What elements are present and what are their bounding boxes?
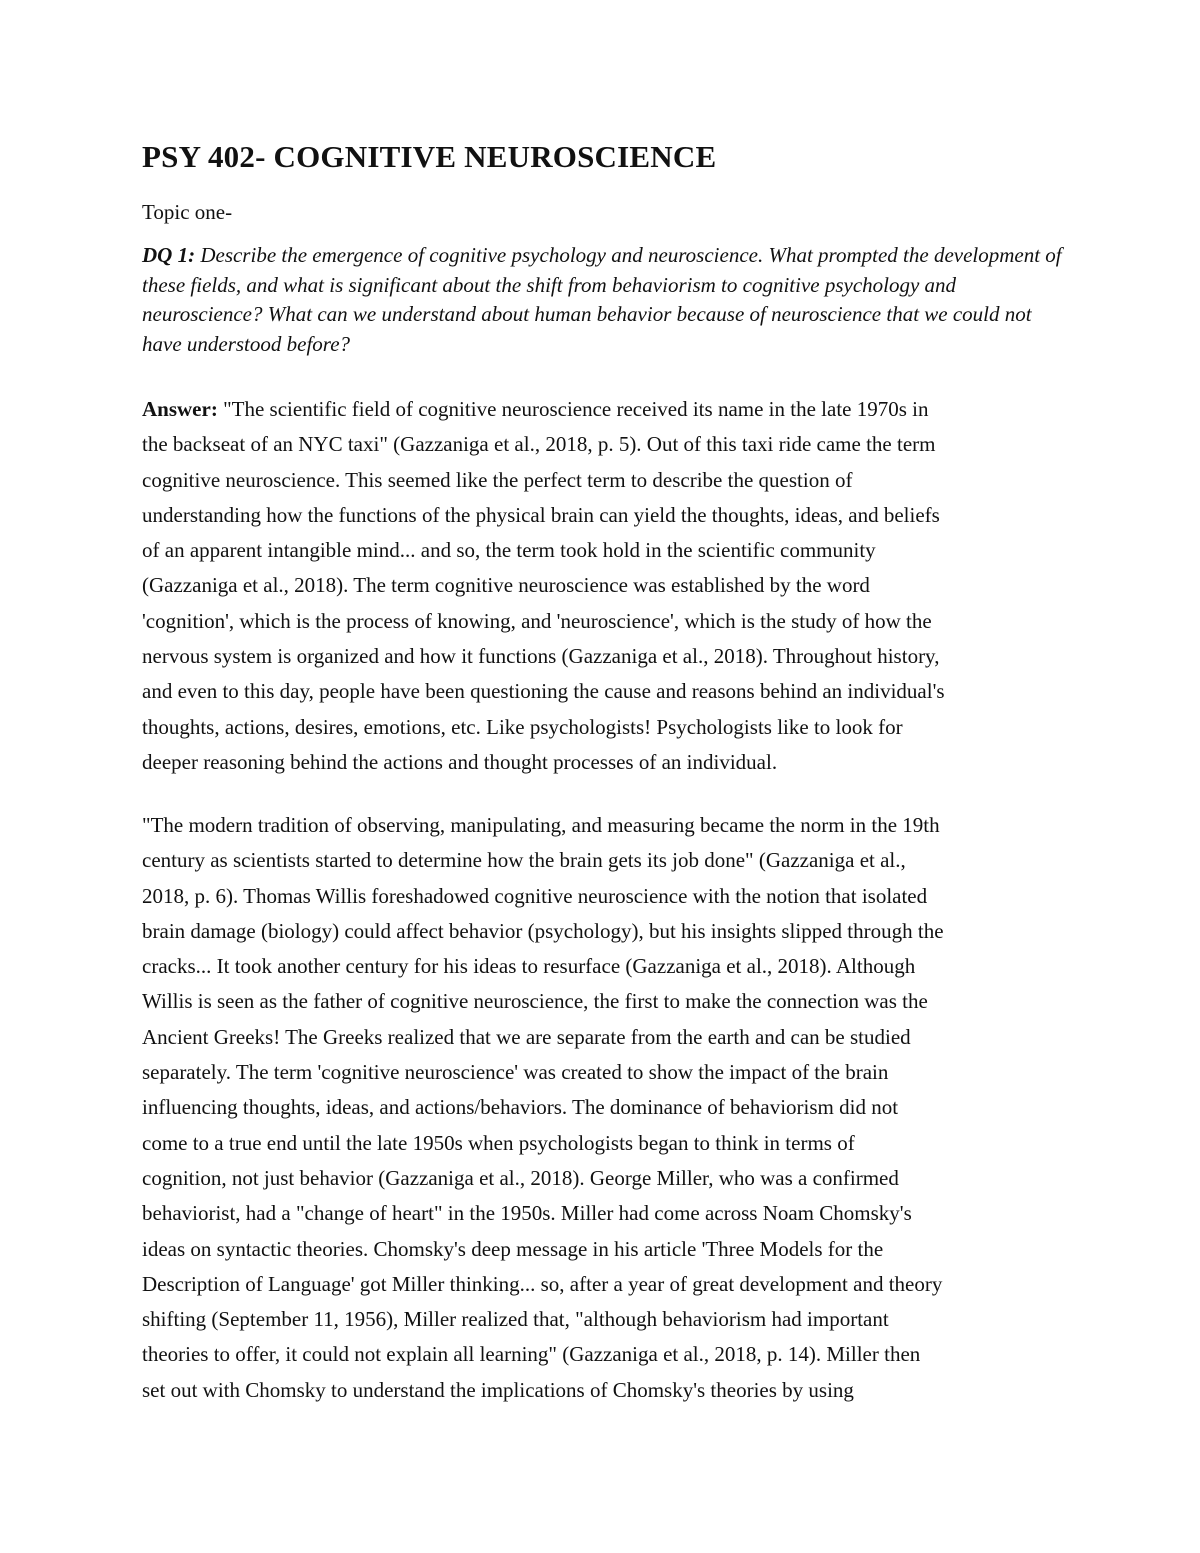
body-line: brain damage (biology) could affect behavior (psychology), but his insights slipped through the <box>142 918 944 943</box>
answer-line: nervous system is organized and how it functions (Gazzaniga et al., 2018). Throughout history, <box>142 644 940 669</box>
body-line: behaviorist, had a "change of heart" in the 1950s. Miller had come across Noam Chomsky's <box>142 1201 912 1226</box>
answer-line: and even to this day, people have been questioning the cause and reasons behind an individual's <box>142 679 945 704</box>
answer-line: cognitive neuroscience. This seemed like the perfect term to describe the question of <box>142 467 853 492</box>
answer-text: "The scientific field of cognitive neuroscience received its name in the late 1970s in <box>217 397 929 421</box>
body-line: shifting (September 11, 1956), Miller realized that, "although behaviorism had important <box>142 1307 889 1332</box>
question-line: because of neuroscience that we could not have understood before? <box>142 302 1032 356</box>
answer-paragraph <box>142 392 1067 780</box>
body-line: century as scientists started to determine how the brain gets its job done" (Gazzaniga et al., <box>142 848 906 873</box>
body-line: 2018, p. 6). Thomas Willis foreshadowed cognitive neuroscience with the notion that isolated <box>142 883 928 908</box>
answer-line <box>142 392 1067 427</box>
answer-line: understanding how the functions of the physical brain can yield the thoughts, ideas, and beliefs <box>142 502 940 527</box>
answer-line: the backseat of an NYC taxi" (Gazzaniga et al., 2018, p. 5). Out of this taxi ride came the term <box>142 432 936 457</box>
body-line: set out with Chomsky to understand the implications of Chomsky's theories by using <box>142 1377 854 1402</box>
answer-line: of an apparent intangible mind... and so, the term took hold in the scientific community <box>142 538 876 563</box>
answer-line: 'cognition', which is the process of knowing, and 'neuroscience', which is the study of how the <box>142 608 932 633</box>
body-line: cracks... It took another century for his ideas to resurface (Gazzaniga et al., 2018). Although <box>142 954 916 979</box>
answer-line: thoughts, actions, desires, emotions, etc. Like psychologists! Psychologists like to look for <box>142 714 903 739</box>
body-line: influencing thoughts, ideas, and actions/behaviors. The dominance of behaviorism did not <box>142 1095 899 1120</box>
question-line: development of these fields, and what is significant about the shift from behaviorism to <box>142 243 1062 297</box>
body-line: Ancient Greeks! The Greeks realized that we are separate from the earth and can be studied <box>142 1024 911 1049</box>
body-line: separately. The term 'cognitive neuroscience' was created to show the impact of the brain <box>142 1060 889 1085</box>
question-label: DQ 1: <box>142 243 196 267</box>
document-title: PSY 402- COGNITIVE NEUROSCIENCE <box>142 139 717 174</box>
topic-label: Topic one- <box>142 200 233 224</box>
body-line: "The modern tradition of observing, manipulating, and measuring became the norm in the 19th <box>142 813 940 837</box>
body-line: ideas on syntactic theories. Chomsky's deep message in his article 'Three Models for the <box>142 1236 884 1261</box>
answer-label: Answer: <box>142 397 218 421</box>
body-line: cognition, not just behavior (Gazzaniga et al., 2018). George Miller, who was a confirmed <box>142 1165 899 1190</box>
question-line: cognitive psychology and neuroscience? What can we understand about human behavior <box>142 272 957 326</box>
body-line: come to a true end until the late 1950s when psychologists began to think in terms of <box>142 1130 855 1155</box>
body-line: Description of Language' got Miller thinking... so, after a year of great development and theory <box>142 1271 943 1296</box>
answer-line: deeper reasoning behind the actions and thought processes of an individual. <box>142 749 778 774</box>
body-line: Willis is seen as the father of cognitive neuroscience, the first to make the connection was the <box>142 989 928 1014</box>
discussion-question <box>142 241 1072 359</box>
answer-line: (Gazzaniga et al., 2018). The term cognitive neuroscience was established by the word <box>142 573 870 598</box>
body-line: theories to offer, it could not explain all learning" (Gazzaniga et al., 2018, p. 14). Miller then <box>142 1342 921 1367</box>
question-line: Describe the emergence of cognitive psychology and neuroscience. What prompted the <box>195 243 929 267</box>
body-paragraph <box>142 808 1067 1408</box>
